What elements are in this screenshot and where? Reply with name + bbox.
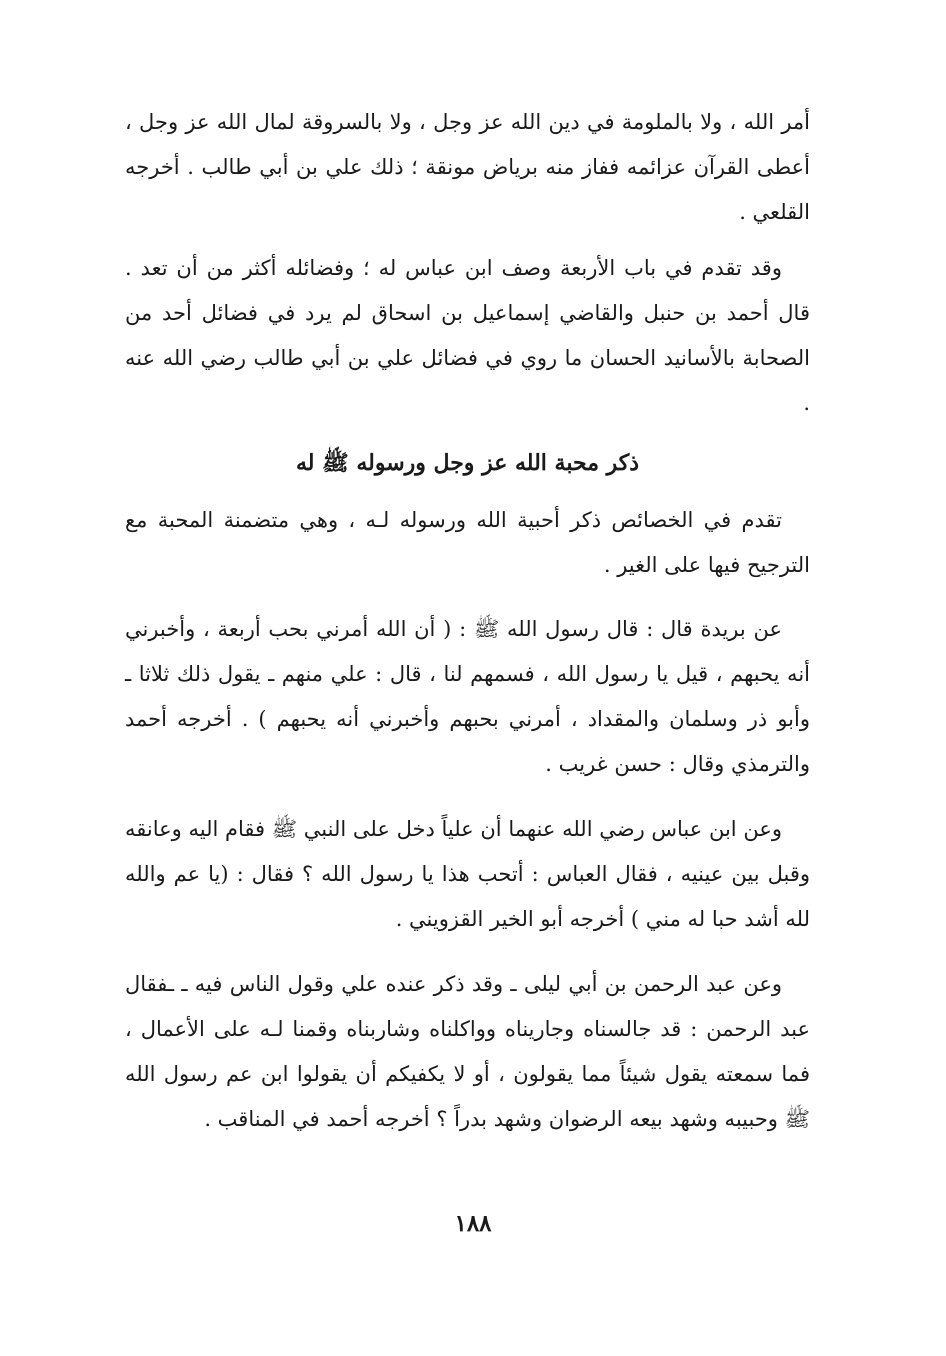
- paragraph-6: وعن عبد الرحمن بن أبي ليلى ـ وقد ذكر عنده علي وقول الناس فيه ـ ـفقال عبد الرحمن : قد جالسناه وجاريناه وواكلناه وشاربناه وقمنا لـه على الأعمال ، فما سمعته يقول شيئاً مما يقولون ، أو لا يكفيكم أن يقولوا ابن عم رسول الله ﷺ وحبيبه وشهد بيعه الرضوان وشهد بدراً ؟ أخرجه أحمد في المناقب .: [125, 972, 810, 1131]
- page-number: ١٨٨: [454, 1210, 492, 1237]
- section-heading: ذكر محبة الله عز وجل ورسوله ﷺ له: [295, 450, 640, 476]
- paragraph-5: وعن ابن عباس رضي الله عنهما أن علياً دخل على النبي ﷺ فقام اليه وعانقه وقبل بين عينيه ، فقال العباس : أتحب هذا يا رسول الله ؟ فقال : (يا عم والله لله أشد حبا له مني ) أخرجه أبو الخير القزويني .: [125, 817, 810, 931]
- paragraph-4: عن بريدة قال : قال رسول الله ﷺ : ( أن الله أمرني بحب أربعة ، وأخبرني أنه يحبهم ، قيل يا رسول الله ، فسمهم لنا ، قال : علي منهم ـ يقول ذلك ثلاثا ـ وأبو ذر وسلمان والمقداد ، أمرني بحبهم وأخبرني أنه يحبهم ) . أخرجه أحمد والترمذي وقال : حسن غريب .: [125, 617, 810, 776]
- paragraph-3: تقدم في الخصائص ذكر أحبية الله ورسوله لـه ، وهي متضمنة المحبة مع الترجيح فيها على الغير .: [125, 508, 810, 577]
- paragraph-2: وقد تقدم في باب الأربعة وصف ابن عباس له ؛ وفضائله أكثر من أن تعد . قال أحمد بن حنبل والقاضي إسماعيل بن اسحاق لم يرد في فضائل أحد من الصحابة بالأسانيد الحسان ما روي في فضائل علي بن أبي طالب رضي الله عنه .: [125, 256, 810, 415]
- paragraph-1: أمر الله ، ولا بالملومة في دين الله عز وجل ، ولا بالسروقة لمال الله عز وجل ، أعطى القرآن عزائمه ففاز منه برياض مونقة ؛ ذلك علي بن أبي طالب . أخرجه القلعي .: [125, 110, 810, 224]
